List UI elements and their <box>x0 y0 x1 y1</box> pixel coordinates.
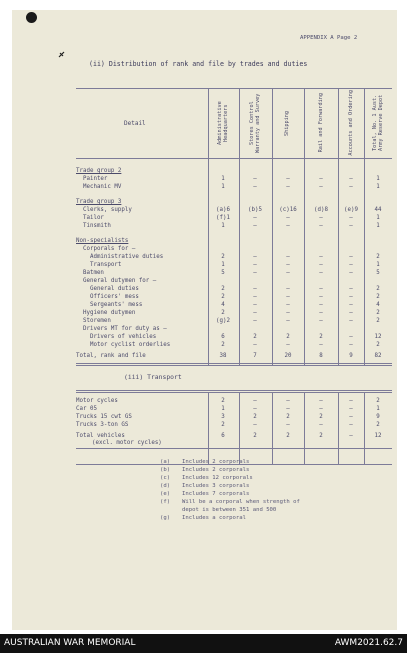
footnote-key: (g) <box>160 515 171 521</box>
cell-value: – <box>253 184 257 190</box>
cell-value: – <box>349 406 353 412</box>
cell-value: – <box>319 286 323 292</box>
row-label: Drivers of vehicles <box>76 334 157 340</box>
table-row <box>76 184 392 192</box>
row-label: Tinsmith <box>76 223 111 229</box>
cell-value: 2 <box>319 334 323 340</box>
cell-value: 1 <box>221 184 225 190</box>
cell-value: – <box>253 342 257 348</box>
cell-value: 6 <box>221 433 225 439</box>
cell-value: 2 <box>286 334 290 340</box>
cell-value: 1 <box>376 176 380 182</box>
column-header-accounts-ordering: Accounts and Ordering <box>348 90 354 156</box>
row-label: Motor cyclist orderlies <box>76 342 171 348</box>
table-row <box>76 318 392 326</box>
appendix-reference: APPENDIX A Page 2 <box>300 35 358 41</box>
cell-value: 2 <box>253 414 257 420</box>
cell-value: – <box>319 176 323 182</box>
table-row <box>76 223 392 231</box>
group-heading-row <box>76 199 392 207</box>
punch-hole <box>26 12 37 23</box>
cell-value: 44 <box>374 207 382 213</box>
footnote-text: Includes 2 corporals <box>182 459 250 465</box>
row-label: Trucks 3-ton GS <box>76 422 129 428</box>
cell-value: – <box>319 254 323 260</box>
cell-value: – <box>349 262 353 268</box>
column-header-stores-control: Stores Control Warranty and Survey <box>249 93 261 153</box>
row-label: Drivers MT for duty as – <box>76 326 167 332</box>
cell-value: 5 <box>221 270 225 276</box>
cell-value: – <box>319 215 323 221</box>
table-row <box>76 207 392 215</box>
cell-value: 1 <box>221 176 225 182</box>
cell-value: – <box>286 422 290 428</box>
cell-value: 2 <box>253 334 257 340</box>
row-label: Storemen <box>76 318 111 324</box>
transport-heading: (iii) Transport <box>124 373 182 381</box>
detail-column-header: Detail <box>124 120 146 127</box>
cell-value: 1 <box>221 406 225 412</box>
cell-value: (b)5 <box>248 207 262 213</box>
cell-value: 1 <box>221 262 225 268</box>
cell-value: – <box>253 176 257 182</box>
cell-value: 2 <box>221 254 225 260</box>
cell-value: 2 <box>221 342 225 348</box>
footnote-text: depot is between 351 and 500 <box>182 507 277 513</box>
footnote-text: Includes a corporal <box>182 515 246 521</box>
cell-value: – <box>319 318 323 324</box>
footnote-text: Includes 7 corporals <box>182 491 250 497</box>
cell-value: – <box>319 223 323 229</box>
table-row <box>76 262 392 270</box>
footnote-text: Includes 2 corporals <box>182 467 250 473</box>
footnote-text: Includes 12 corporals <box>182 475 253 481</box>
cell-value: – <box>286 406 290 412</box>
row-label: Officers' mess <box>76 294 139 300</box>
row-label: Transport <box>76 262 122 268</box>
row-label: Corporals for – <box>76 246 136 252</box>
cell-value: – <box>349 422 353 428</box>
cell-value: – <box>286 215 290 221</box>
row-label: General dutymen for – <box>76 278 157 284</box>
column-header-admin-hq: Administrative Headquarters <box>217 101 229 145</box>
table-row <box>76 176 392 184</box>
cell-value: 2 <box>376 286 380 292</box>
footnote-item <box>160 491 300 499</box>
cell-value: 2 <box>376 422 380 428</box>
cell-value: 2 <box>221 422 225 428</box>
column-header-total: Total, No. 1 Aust. Army Reserve Depot <box>372 94 384 152</box>
section-heading: (ii) Distribution of rank and file by trades and duties <box>89 60 308 68</box>
row-label: Trade group 2 <box>76 168 122 174</box>
cell-value: 8 <box>319 353 323 359</box>
table-row <box>76 270 392 278</box>
cell-value: (c)16 <box>279 207 297 213</box>
row-label: Painter <box>76 176 108 182</box>
row-label: Sergeants' mess <box>76 302 143 308</box>
footnote-item <box>160 515 300 523</box>
row-label: Administrative duties <box>76 254 164 260</box>
table-row <box>76 215 392 223</box>
cell-value: 1 <box>376 262 380 268</box>
row-label: Hygiene dutymen <box>76 310 136 316</box>
footnote-item <box>160 475 300 483</box>
cell-value: – <box>253 398 257 404</box>
cell-value: 1 <box>221 223 225 229</box>
row-label: Tailor <box>76 215 104 221</box>
footnote-key: (c) <box>160 475 171 481</box>
table-row <box>76 286 392 294</box>
cell-value: 7 <box>253 353 257 359</box>
footnote-key: (a) <box>160 459 171 465</box>
cell-value: – <box>286 318 290 324</box>
cell-value: 4 <box>376 302 380 308</box>
footnote-text: Includes 3 corporals <box>182 483 250 489</box>
footnote-key: (f) <box>160 499 171 505</box>
table-row <box>76 246 392 254</box>
archive-footer <box>0 634 407 653</box>
cell-value: – <box>253 310 257 316</box>
total-rank-and-file-row <box>76 353 392 361</box>
cell-value: – <box>349 310 353 316</box>
footnote-text: Will be a corporal when strength of <box>182 499 300 505</box>
cell-value: – <box>319 302 323 308</box>
row-label: Mechanic MV <box>76 184 122 190</box>
table-row <box>76 326 392 334</box>
cell-value: – <box>253 422 257 428</box>
cell-value: – <box>286 270 290 276</box>
cell-value: – <box>286 286 290 292</box>
cell-value: – <box>286 184 290 190</box>
row-label: Total vehicles <box>76 433 125 439</box>
cell-value: – <box>349 286 353 292</box>
cell-value: 2 <box>376 342 380 348</box>
cell-value: – <box>349 270 353 276</box>
footnote-item <box>160 507 300 515</box>
cell-value: – <box>286 254 290 260</box>
transport-row <box>76 398 392 406</box>
cell-value: – <box>253 406 257 412</box>
cell-value: 5 <box>376 270 380 276</box>
footnote-key: (d) <box>160 483 171 489</box>
cell-value: – <box>253 286 257 292</box>
cell-value: – <box>349 334 353 340</box>
archive-name: AUSTRALIAN WAR MEMORIAL <box>4 638 136 648</box>
cell-value: – <box>253 262 257 268</box>
cell-value: – <box>286 342 290 348</box>
row-label: Non-specialists <box>76 238 129 244</box>
footnote-item <box>160 467 300 475</box>
footnote-key: (b) <box>160 467 171 473</box>
cell-value: 1 <box>376 223 380 229</box>
cell-value: (a)6 <box>216 207 230 213</box>
cell-value: – <box>349 294 353 300</box>
cell-value: 9 <box>376 414 380 420</box>
column-header-shipping: Shipping <box>284 110 290 136</box>
cell-value: – <box>349 176 353 182</box>
cell-value: (g)2 <box>216 318 230 324</box>
cell-value: – <box>349 318 353 324</box>
row-label: Clerks, supply <box>76 207 132 213</box>
footnote-key: (e) <box>160 491 171 497</box>
row-label: General duties <box>76 286 139 292</box>
table-row <box>76 342 392 350</box>
archive-reference: AWM2021.62.7 <box>334 638 403 648</box>
cell-value: – <box>319 184 323 190</box>
cell-value: – <box>319 406 323 412</box>
cell-value: – <box>253 302 257 308</box>
footnote-item <box>160 499 300 507</box>
cell-value: – <box>286 398 290 404</box>
cell-value: 3 <box>221 414 225 420</box>
cell-value: 2 <box>319 414 323 420</box>
cell-value: – <box>286 176 290 182</box>
cell-value: – <box>286 262 290 268</box>
cell-value: – <box>319 310 323 316</box>
row-label: Total, rank and file <box>76 353 146 359</box>
group-heading-row <box>76 238 392 246</box>
cell-value: 2 <box>221 310 225 316</box>
table-row <box>76 294 392 302</box>
cell-value: 2 <box>221 294 225 300</box>
footnote-item <box>160 459 300 467</box>
transport-row <box>76 414 392 422</box>
group-heading-row <box>76 168 392 176</box>
cell-value: – <box>253 270 257 276</box>
cell-value: 2 <box>286 433 290 439</box>
table-row <box>76 310 392 318</box>
cell-value: 2 <box>376 318 380 324</box>
row-label: Motor cycles <box>76 398 118 404</box>
cell-value: – <box>253 223 257 229</box>
cell-value: – <box>319 294 323 300</box>
cell-value: – <box>319 342 323 348</box>
cell-value: 2 <box>319 433 323 439</box>
cell-value: 2 <box>253 433 257 439</box>
pin-mark-icon <box>58 51 65 58</box>
cell-value: 2 <box>376 254 380 260</box>
table-row <box>76 254 392 262</box>
cell-value: 2 <box>376 398 380 404</box>
cell-value: – <box>349 414 353 420</box>
cell-value: – <box>349 184 353 190</box>
cell-value: (f)1 <box>216 215 230 221</box>
cell-value: 1 <box>376 184 380 190</box>
cell-value: – <box>253 294 257 300</box>
cell-value: 20 <box>284 353 292 359</box>
cell-value: – <box>319 398 323 404</box>
cell-value: – <box>349 302 353 308</box>
cell-value: – <box>286 302 290 308</box>
cell-value: – <box>286 310 290 316</box>
cell-value: 2 <box>286 414 290 420</box>
row-label: Batmen <box>76 270 104 276</box>
transport-row <box>76 406 392 414</box>
cell-value: – <box>319 422 323 428</box>
table-row <box>76 278 392 286</box>
total-vehicles-row <box>76 433 392 446</box>
row-label: Car 05 <box>76 406 97 412</box>
cell-value: 38 <box>219 353 227 359</box>
cell-value: – <box>349 254 353 260</box>
cell-value: – <box>349 433 353 439</box>
table-row <box>76 302 392 310</box>
cell-value: 2 <box>221 286 225 292</box>
cell-value: – <box>286 223 290 229</box>
distribution-table <box>76 88 392 465</box>
cell-value: – <box>349 215 353 221</box>
cell-value: – <box>253 215 257 221</box>
cell-value: 6 <box>221 334 225 340</box>
row-label: Trade group 3 <box>76 199 122 205</box>
cell-value: – <box>319 262 323 268</box>
cell-value: 2 <box>376 294 380 300</box>
transport-row <box>76 422 392 430</box>
cell-value: 1 <box>376 215 380 221</box>
cell-value: 1 <box>376 406 380 412</box>
row-label-note: (excl. motor cycles) <box>92 440 162 446</box>
cell-value: – <box>286 294 290 300</box>
cell-value: 2 <box>221 398 225 404</box>
footnote-item <box>160 483 300 491</box>
cell-value: – <box>253 254 257 260</box>
cell-value: (e)9 <box>344 207 358 213</box>
table-row <box>76 334 392 342</box>
cell-value: – <box>349 398 353 404</box>
cell-value: 82 <box>374 353 382 359</box>
cell-value: – <box>349 342 353 348</box>
cell-value: – <box>319 270 323 276</box>
cell-value: 9 <box>349 353 353 359</box>
cell-value: – <box>349 223 353 229</box>
cell-value: (d)8 <box>314 207 328 213</box>
column-header-rail-forwarding: Rail and Forwarding <box>318 93 324 153</box>
cell-value: 2 <box>376 310 380 316</box>
cell-value: – <box>253 318 257 324</box>
row-label: Trucks 15 cwt GS <box>76 414 132 420</box>
cell-value: 12 <box>374 334 382 340</box>
cell-value: 12 <box>374 433 382 439</box>
cell-value: 4 <box>221 302 225 308</box>
footnotes <box>160 459 300 523</box>
